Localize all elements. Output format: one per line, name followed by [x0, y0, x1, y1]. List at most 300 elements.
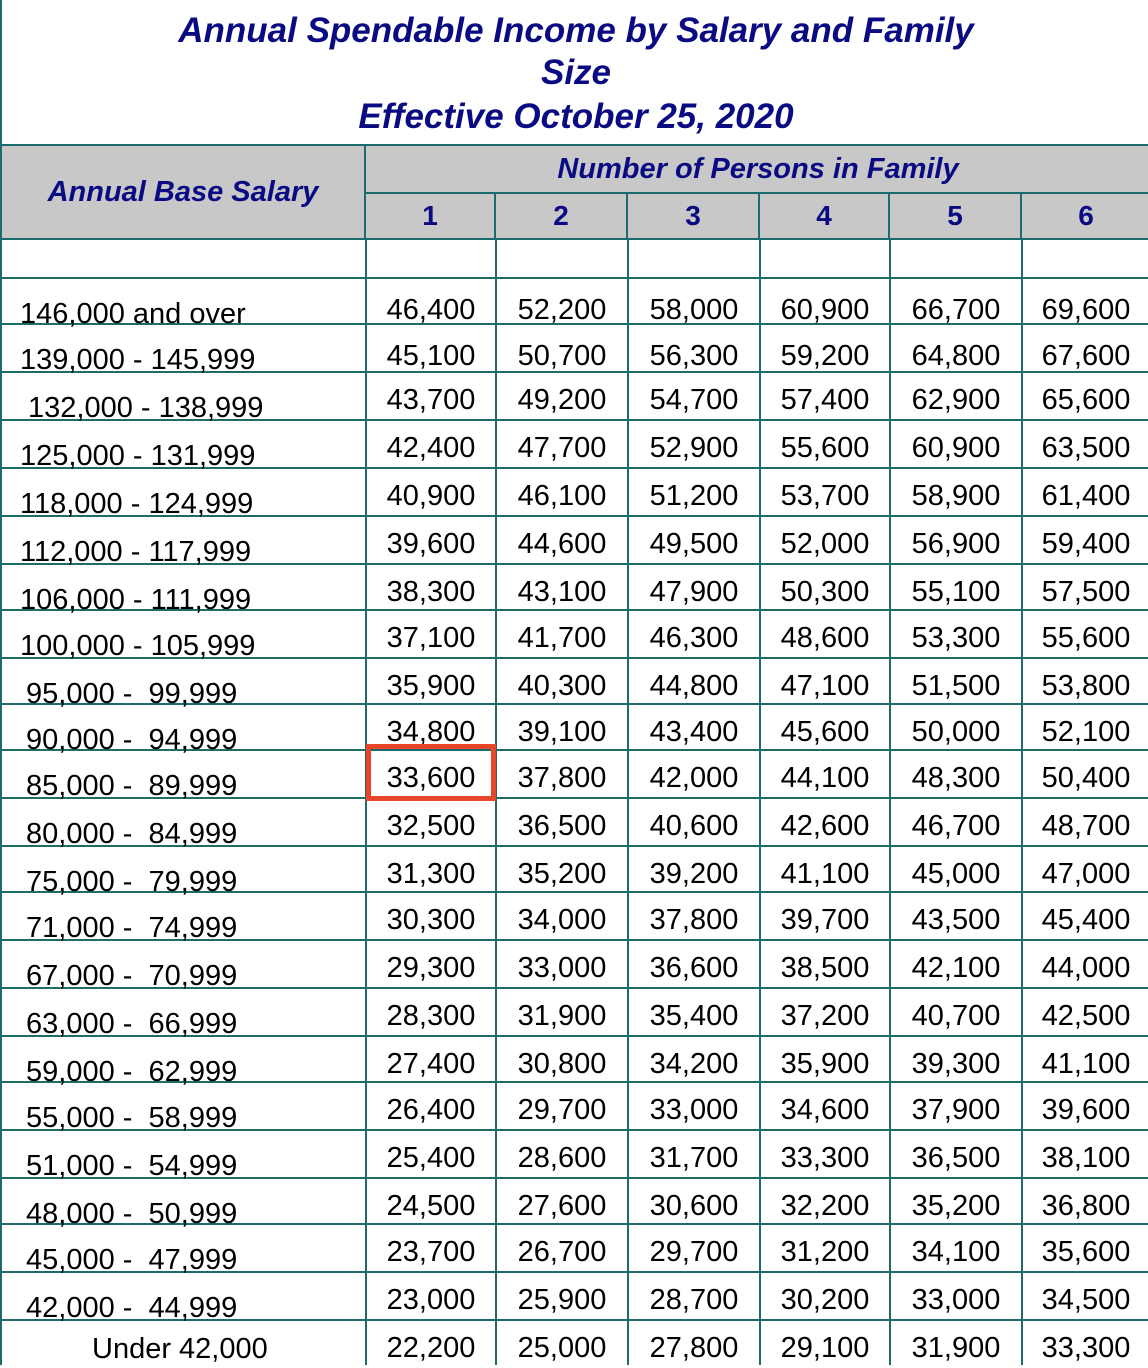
income-value: 25,900	[517, 1284, 607, 1316]
income-value-cell	[366, 988, 496, 1036]
salary-range-label: 85,000 - 89,999	[26, 770, 238, 802]
income-value-cell	[760, 420, 890, 468]
income-value-cell	[1022, 372, 1148, 420]
income-value: 39,700	[780, 904, 870, 936]
income-value-cell	[760, 1130, 890, 1178]
income-value: 35,200	[911, 1190, 1001, 1222]
income-value-cell	[628, 564, 760, 612]
income-value: 44,600	[517, 528, 607, 560]
income-value-cell	[496, 564, 628, 612]
income-value-cell	[628, 420, 760, 468]
income-value-cell	[1022, 278, 1148, 326]
salary-range-cell	[2, 846, 366, 898]
income-value-cell	[1022, 704, 1148, 752]
income-value: 25,400	[386, 1142, 476, 1174]
income-value-cell	[760, 658, 890, 706]
income-value-cell	[760, 1082, 890, 1130]
income-value-cell	[1022, 1130, 1148, 1178]
income-value: 35,200	[517, 858, 607, 890]
income-value: 52,000	[780, 528, 870, 560]
income-value-cell	[628, 1130, 760, 1178]
income-value-cell	[496, 468, 628, 516]
income-value: 32,500	[386, 810, 476, 842]
income-value-cell	[890, 278, 1022, 326]
income-value: 22,200	[386, 1332, 476, 1364]
income-value: 40,700	[911, 1000, 1001, 1032]
income-value-cell	[760, 324, 890, 372]
income-value: 36,500	[517, 810, 607, 842]
family-size-column-header: 6	[1022, 194, 1148, 240]
income-value: 45,400	[1041, 904, 1131, 936]
income-value-cell	[1022, 1082, 1148, 1130]
income-value: 33,300	[780, 1142, 870, 1174]
income-value: 42,000	[649, 762, 739, 794]
income-value-cell	[366, 750, 496, 798]
income-value: 37,900	[911, 1094, 1001, 1126]
income-value-cell	[496, 750, 628, 798]
income-value-cell	[496, 1082, 628, 1130]
income-value: 52,200	[517, 294, 607, 326]
salary-range-cell	[2, 1272, 366, 1324]
income-value-cell	[496, 658, 628, 706]
income-value-cell	[890, 704, 1022, 752]
income-value: 51,200	[649, 480, 739, 512]
income-value: 27,400	[386, 1048, 476, 1080]
income-value-cell	[366, 278, 496, 326]
income-value: 53,300	[911, 622, 1001, 654]
income-value-cell	[890, 1224, 1022, 1272]
table-row	[2, 940, 1148, 992]
income-value: 34,500	[1041, 1284, 1131, 1316]
income-value-cell	[628, 1320, 760, 1368]
income-value-cell	[366, 1082, 496, 1130]
income-value: 43,500	[911, 904, 1001, 936]
salary-range-cell	[2, 516, 366, 568]
income-value-cell	[496, 372, 628, 420]
income-value-cell	[366, 1036, 496, 1084]
income-value: 50,400	[1041, 762, 1131, 794]
income-value: 31,900	[517, 1000, 607, 1032]
income-value: 41,100	[780, 858, 870, 890]
income-value-cell	[628, 324, 760, 372]
income-value-cell	[760, 798, 890, 846]
salary-range-cell	[2, 750, 366, 802]
income-value: 30,800	[517, 1048, 607, 1080]
income-value-cell	[628, 1272, 760, 1320]
income-value: 62,900	[911, 384, 1001, 416]
income-value: 60,900	[780, 294, 870, 326]
income-value-cell	[628, 1224, 760, 1272]
salary-range-cell	[2, 278, 366, 330]
salary-range-cell	[2, 892, 366, 944]
salary-range-label: 90,000 - 94,999	[26, 724, 238, 756]
table-row	[2, 1082, 1148, 1134]
salary-range-label: 118,000 - 124,999	[20, 488, 254, 520]
income-value: 40,900	[386, 480, 476, 512]
income-value: 52,900	[649, 432, 739, 464]
income-value: 41,100	[1041, 1048, 1131, 1080]
salary-range-label: 132,000 - 138,999	[28, 392, 264, 424]
table-row	[2, 564, 1148, 616]
income-value: 33,000	[911, 1284, 1001, 1316]
income-value: 53,700	[780, 480, 870, 512]
income-value: 55,600	[1041, 622, 1131, 654]
income-value: 50,300	[780, 576, 870, 608]
income-value-cell	[1022, 1272, 1148, 1320]
annual-base-salary-header: Annual Base Salary	[2, 146, 366, 240]
income-value: 34,800	[386, 716, 476, 748]
income-value-cell	[496, 516, 628, 564]
income-value: 38,100	[1041, 1142, 1131, 1174]
income-value-cell	[1022, 324, 1148, 372]
income-value: 57,400	[780, 384, 870, 416]
salary-range-cell	[2, 940, 366, 992]
income-value-cell	[628, 846, 760, 894]
income-value: 49,200	[517, 384, 607, 416]
income-value: 34,600	[780, 1094, 870, 1126]
income-value: 48,700	[1041, 810, 1131, 842]
table-row	[2, 610, 1148, 662]
income-value-cell	[496, 610, 628, 658]
income-value-cell	[496, 420, 628, 468]
income-value: 37,200	[780, 1000, 870, 1032]
income-value: 37,100	[386, 622, 476, 654]
income-value: 63,500	[1041, 432, 1131, 464]
salary-range-label: 100,000 - 105,999	[20, 630, 256, 662]
income-value-cell	[1022, 1320, 1148, 1368]
income-value: 42,500	[1041, 1000, 1131, 1032]
salary-range-cell	[2, 610, 366, 662]
table-row	[2, 846, 1148, 898]
table-row	[2, 516, 1148, 568]
salary-range-cell	[2, 988, 366, 1040]
title-line-2: Size	[540, 53, 612, 92]
income-value: 47,700	[517, 432, 607, 464]
income-value: 33,000	[517, 952, 607, 984]
income-value-cell	[366, 892, 496, 940]
salary-range-label: 112,000 - 117,999	[20, 536, 252, 568]
income-value: 46,300	[649, 622, 739, 654]
income-value: 46,700	[911, 810, 1001, 842]
income-value-cell	[366, 468, 496, 516]
income-value: 69,600	[1041, 294, 1131, 326]
income-value: 42,600	[780, 810, 870, 842]
income-value-cell	[366, 846, 496, 894]
income-value-cell	[1022, 468, 1148, 516]
income-value-cell	[1022, 892, 1148, 940]
income-value-cell	[890, 988, 1022, 1036]
income-value-cell	[628, 468, 760, 516]
income-value: 39,200	[649, 858, 739, 890]
table-row	[2, 324, 1148, 376]
table-row	[2, 750, 1148, 802]
income-value: 36,500	[911, 1142, 1001, 1174]
family-size-column-header: 1	[366, 194, 496, 240]
income-value-cell	[890, 1178, 1022, 1226]
income-value-cell	[1022, 798, 1148, 846]
income-value: 38,300	[386, 576, 476, 608]
income-value: 53,800	[1041, 670, 1131, 702]
income-value-cell	[628, 1178, 760, 1226]
income-value: 33,300	[1041, 1332, 1131, 1364]
income-value: 29,100	[780, 1332, 870, 1364]
income-value-cell	[496, 324, 628, 372]
income-value-cell	[760, 750, 890, 798]
income-value-cell	[760, 892, 890, 940]
income-value: 45,600	[780, 716, 870, 748]
salary-range-label: 42,000 - 44,999	[26, 1292, 238, 1324]
salary-range-label: 80,000 - 84,999	[26, 818, 238, 850]
income-value: 50,000	[911, 716, 1001, 748]
income-value: 44,100	[780, 762, 870, 794]
income-value-cell	[1022, 658, 1148, 706]
income-value: 44,800	[649, 670, 739, 702]
income-value: 55,100	[911, 576, 1001, 608]
income-value-cell	[1022, 420, 1148, 468]
income-value-cell	[496, 1224, 628, 1272]
table-row	[2, 1224, 1148, 1276]
income-value-cell	[1022, 564, 1148, 612]
income-value: 35,400	[649, 1000, 739, 1032]
income-value: 52,100	[1041, 716, 1131, 748]
income-value-cell	[760, 278, 890, 326]
income-value-cell	[890, 940, 1022, 988]
family-size-column-header: 2	[496, 194, 628, 240]
income-value: 66,700	[911, 294, 1001, 326]
income-value: 58,000	[649, 294, 739, 326]
income-value: 35,900	[386, 670, 476, 702]
income-value: 43,400	[649, 716, 739, 748]
income-value-cell	[760, 516, 890, 564]
income-value-cell	[628, 940, 760, 988]
salary-range-cell	[2, 1178, 366, 1230]
income-value-cell	[366, 610, 496, 658]
salary-range-label: 67,000 - 70,999	[26, 960, 238, 992]
income-value-cell	[1022, 988, 1148, 1036]
income-value: 54,700	[649, 384, 739, 416]
income-value: 47,100	[780, 670, 870, 702]
income-value: 48,300	[911, 762, 1001, 794]
income-value-cell	[890, 658, 1022, 706]
income-value: 36,600	[649, 952, 739, 984]
income-value: 40,600	[649, 810, 739, 842]
income-value: 58,900	[911, 480, 1001, 512]
income-value: 60,900	[911, 432, 1001, 464]
salary-range-label: 51,000 - 54,999	[26, 1150, 238, 1182]
income-value-cell	[628, 892, 760, 940]
income-value: 36,800	[1041, 1190, 1131, 1222]
persons-in-family-header: Number of Persons in Family	[366, 146, 1148, 194]
income-value-cell	[1022, 940, 1148, 988]
income-value: 27,800	[649, 1332, 739, 1364]
income-value: 39,600	[1041, 1094, 1131, 1126]
income-value: 35,600	[1041, 1236, 1131, 1268]
income-value-cell	[366, 658, 496, 706]
title-line-1: Annual Spendable Income by Salary and Family	[178, 11, 974, 50]
salary-range-label: Under 42,000	[92, 1333, 268, 1365]
salary-range-cell	[2, 1320, 366, 1368]
salary-range-cell	[2, 704, 366, 756]
income-value-cell	[628, 516, 760, 564]
income-value-cell	[366, 1130, 496, 1178]
income-value: 37,800	[517, 762, 607, 794]
income-value-cell	[628, 610, 760, 658]
income-value-cell	[760, 564, 890, 612]
income-value-cell	[496, 846, 628, 894]
income-value: 61,400	[1041, 480, 1131, 512]
income-value: 48,600	[780, 622, 870, 654]
income-value: 67,600	[1041, 340, 1131, 372]
income-value-cell	[890, 1082, 1022, 1130]
income-value-cell	[890, 420, 1022, 468]
salary-range-cell	[2, 1130, 366, 1182]
table-row	[2, 1036, 1148, 1088]
income-value-cell	[496, 1130, 628, 1178]
income-value-cell	[366, 704, 496, 752]
income-value-cell	[628, 1036, 760, 1084]
income-value-cell	[496, 940, 628, 988]
table-row	[2, 1272, 1148, 1324]
income-value: 23,000	[386, 1284, 476, 1316]
salary-range-cell	[2, 468, 366, 520]
family-size-column-header: 5	[890, 194, 1022, 240]
income-value-cell	[366, 1224, 496, 1272]
income-value: 40,300	[517, 670, 607, 702]
income-value: 43,700	[386, 384, 476, 416]
income-value-cell	[760, 1224, 890, 1272]
income-value: 39,600	[386, 528, 476, 560]
income-value: 57,500	[1041, 576, 1131, 608]
income-value-cell	[890, 798, 1022, 846]
income-value: 31,200	[780, 1236, 870, 1268]
income-value: 26,400	[386, 1094, 476, 1126]
family-size-column-header: 3	[628, 194, 760, 240]
income-value-cell	[890, 892, 1022, 940]
income-value-cell	[628, 372, 760, 420]
income-value: 39,300	[911, 1048, 1001, 1080]
income-value-cell	[1022, 1178, 1148, 1226]
income-value-cell	[496, 1178, 628, 1226]
income-value: 64,800	[911, 340, 1001, 372]
income-value-cell	[760, 1036, 890, 1084]
salary-range-label: 48,000 - 50,999	[26, 1198, 238, 1230]
income-value-cell	[366, 1272, 496, 1320]
income-value-cell	[890, 750, 1022, 798]
income-value: 42,400	[386, 432, 476, 464]
income-value-cell	[760, 846, 890, 894]
table-row	[2, 1178, 1148, 1230]
income-value-cell	[890, 1272, 1022, 1320]
income-value-cell	[1022, 1224, 1148, 1272]
income-value-cell	[890, 372, 1022, 420]
income-value-cell	[366, 372, 496, 420]
salary-range-label: 75,000 - 79,999	[26, 866, 238, 898]
income-value-cell	[1022, 610, 1148, 658]
income-value-cell	[890, 846, 1022, 894]
income-value: 27,600	[517, 1190, 607, 1222]
income-value-cell	[496, 1272, 628, 1320]
income-value-cell	[628, 278, 760, 326]
income-value-cell	[1022, 516, 1148, 564]
income-value: 33,000	[649, 1094, 739, 1126]
income-value-cell	[628, 704, 760, 752]
income-value: 47,900	[649, 576, 739, 608]
income-value-cell	[760, 372, 890, 420]
income-value: 34,200	[649, 1048, 739, 1080]
income-value-cell	[628, 750, 760, 798]
income-value-cell	[496, 1036, 628, 1084]
income-value-cell	[760, 988, 890, 1036]
income-value-cell	[760, 1320, 890, 1368]
income-value: 45,100	[386, 340, 476, 372]
income-value-cell	[1022, 846, 1148, 894]
income-value-cell	[366, 516, 496, 564]
income-value-cell	[890, 516, 1022, 564]
income-value-cell	[366, 420, 496, 468]
family-size-column-header: 4	[760, 194, 890, 240]
income-value-cell	[890, 1130, 1022, 1178]
income-value-cell	[760, 940, 890, 988]
income-value: 39,100	[517, 716, 607, 748]
income-value-cell	[890, 468, 1022, 516]
income-value: 45,000	[911, 858, 1001, 890]
income-value-cell	[366, 1178, 496, 1226]
income-value: 30,300	[386, 904, 476, 936]
income-value: 32,200	[780, 1190, 870, 1222]
salary-range-cell	[2, 564, 366, 616]
income-value: 30,600	[649, 1190, 739, 1222]
income-value: 55,600	[780, 432, 870, 464]
income-value: 46,400	[386, 294, 476, 326]
table-row	[2, 1130, 1148, 1182]
income-value-cell	[628, 798, 760, 846]
salary-range-label: 55,000 - 58,999	[26, 1102, 238, 1134]
salary-range-cell	[2, 324, 366, 376]
income-value: 41,700	[517, 622, 607, 654]
income-value: 31,700	[649, 1142, 739, 1174]
income-value-cell	[760, 1178, 890, 1226]
salary-range-label: 63,000 - 66,999	[26, 1008, 238, 1040]
income-value: 24,500	[386, 1190, 476, 1222]
table-row	[2, 278, 1148, 330]
income-value: 44,000	[1041, 952, 1131, 984]
table-row	[2, 704, 1148, 756]
income-value-cell	[1022, 750, 1148, 798]
table-row	[2, 1320, 1148, 1368]
salary-range-cell	[2, 372, 366, 424]
salary-range-label: 71,000 - 74,999	[26, 912, 238, 944]
income-value-cell	[890, 1320, 1022, 1368]
income-value: 29,300	[386, 952, 476, 984]
income-value-cell	[890, 564, 1022, 612]
income-value: 26,700	[517, 1236, 607, 1268]
income-value-cell	[366, 1320, 496, 1368]
income-value-cell	[496, 988, 628, 1036]
income-value: 46,100	[517, 480, 607, 512]
income-value-cell	[628, 658, 760, 706]
salary-range-label: 146,000 and over	[20, 298, 246, 330]
income-value: 43,100	[517, 576, 607, 608]
income-value: 28,300	[386, 1000, 476, 1032]
salary-range-label: 139,000 - 145,999	[20, 344, 256, 376]
income-value: 31,300	[386, 858, 476, 890]
income-value-cell	[890, 1036, 1022, 1084]
salary-range-cell	[2, 798, 366, 850]
table-row	[2, 420, 1148, 472]
income-value: 31,900	[911, 1332, 1001, 1364]
salary-range-label: 125,000 - 131,999	[20, 440, 256, 472]
salary-range-label: 59,000 - 62,999	[26, 1056, 238, 1088]
